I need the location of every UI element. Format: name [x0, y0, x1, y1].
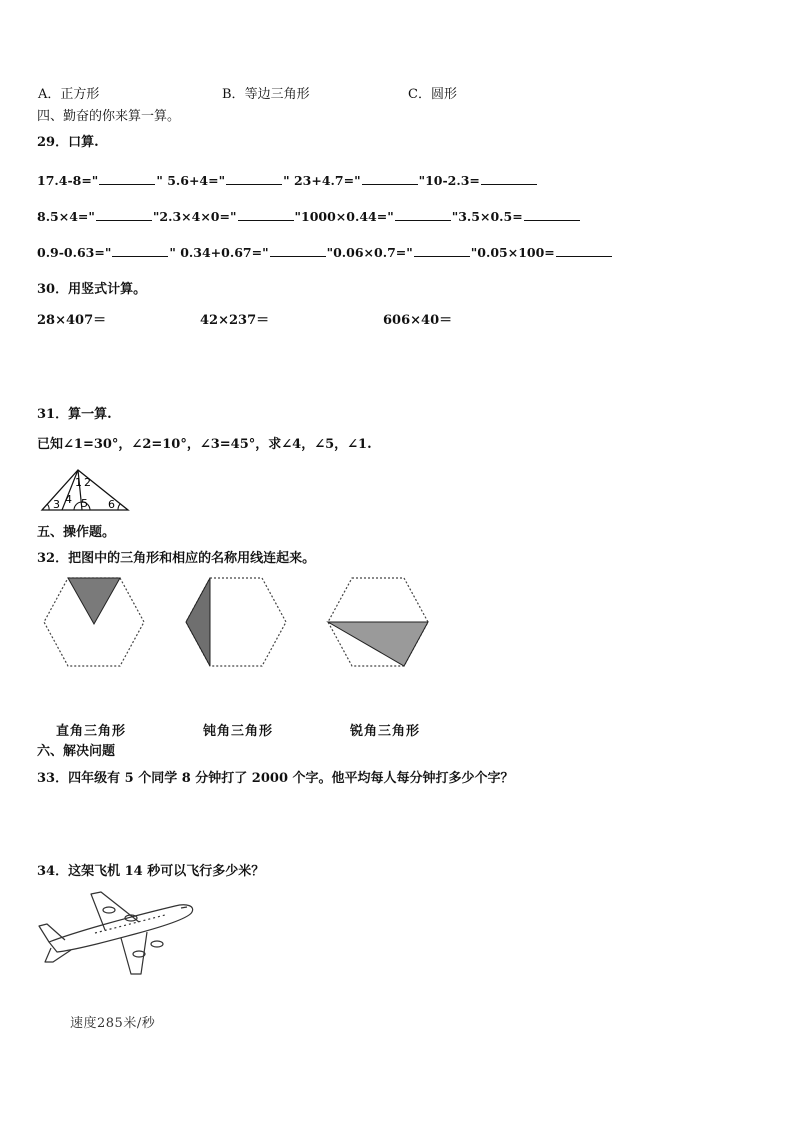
airplane-icon — [35, 888, 200, 978]
q30-item-2: 42×237＝ — [200, 313, 270, 328]
answer-blank[interactable] — [556, 245, 612, 257]
q29-row-3 — [37, 245, 613, 260]
option-a — [38, 83, 99, 102]
q30-title: 30．用竖式计算。 — [37, 282, 147, 297]
label-right-triangle: 直角三角形 — [56, 724, 127, 739]
option-c — [408, 83, 457, 102]
expr: "0.05×100= — [470, 245, 555, 260]
answer-blank[interactable] — [226, 173, 282, 185]
angle-label-6: 6 — [108, 498, 115, 511]
hexagon-figure-2 — [184, 576, 288, 668]
section-6-title: 六、解决问题 — [37, 744, 116, 759]
angle-label-2: 2 — [84, 476, 91, 489]
expr: "2.3×4×0=" — [152, 209, 237, 224]
answer-blank[interactable] — [481, 173, 537, 185]
hexagon-figure-3 — [326, 576, 430, 668]
q30-item-1: 28×407＝ — [37, 313, 107, 328]
expr: " 5.6+4=" — [156, 173, 226, 188]
answer-blank[interactable] — [524, 209, 580, 221]
expr: 0.9-0.63=" — [37, 245, 112, 260]
section-5-title: 五、操作题。 — [37, 525, 116, 540]
answer-blank[interactable] — [362, 173, 418, 185]
option-letter: C． — [408, 87, 431, 102]
expr: " 0.34+0.67=" — [169, 245, 269, 260]
answer-blank[interactable] — [270, 245, 326, 257]
option-letter: A． — [38, 87, 61, 102]
section-4-title: 四、勤奋的你来算一算。 — [37, 109, 181, 124]
expr: "10-2.3= — [418, 173, 480, 188]
angle-label-4: 4 — [65, 493, 72, 506]
speed-caption: 速度285米/秒 — [70, 1016, 156, 1031]
angle-label-3: 3 — [53, 498, 60, 511]
label-obtuse-triangle: 钝角三角形 — [203, 724, 274, 739]
answer-blank[interactable] — [395, 209, 451, 221]
angle-label-1: 1 — [75, 476, 82, 489]
expr: "3.5×0.5= — [451, 209, 523, 224]
hexagon-figure-1 — [42, 576, 146, 668]
angle-triangle-figure — [40, 466, 132, 514]
expr: "0.06×0.7=" — [326, 245, 413, 260]
q34-text: 34．这架飞机 14 秒可以飞行多少米？ — [37, 864, 265, 879]
option-text: 正方形 — [60, 87, 100, 102]
answer-blank[interactable] — [414, 245, 470, 257]
expr: 17.4-8=" — [37, 173, 99, 188]
q33-text: 33．四年级有 5 个同学 8 分钟打了 2000 个字。他平均每人每分钟打多少个字？ — [37, 771, 514, 786]
answer-blank[interactable] — [96, 209, 152, 221]
answer-blank[interactable] — [99, 173, 155, 185]
option-b — [222, 83, 310, 102]
answer-blank[interactable] — [238, 209, 294, 221]
q29-row-2 — [37, 209, 581, 224]
q31-text: 已知∠1=30°，∠2=10°，∠3=45°，求∠4，∠5，∠1. — [37, 437, 372, 452]
expr: " 23+4.7=" — [283, 173, 361, 188]
q31-title: 31．算一算. — [37, 407, 112, 422]
answer-blank[interactable] — [112, 245, 168, 257]
option-text: 等边三角形 — [244, 87, 310, 102]
q30-item-3: 606×40＝ — [383, 313, 453, 328]
angle-label-5: 5 — [81, 497, 88, 510]
label-acute-triangle: 锐角三角形 — [350, 724, 421, 739]
option-letter: B． — [222, 87, 245, 102]
expr: "1000×0.44=" — [294, 209, 394, 224]
q29-row-1 — [37, 173, 538, 188]
expr: 8.5×4=" — [37, 209, 95, 224]
q29-title: 29．口算. — [37, 135, 99, 150]
option-text: 圆形 — [430, 87, 457, 102]
q32-title: 32．把图中的三角形和相应的名称用线连起来。 — [37, 551, 316, 566]
